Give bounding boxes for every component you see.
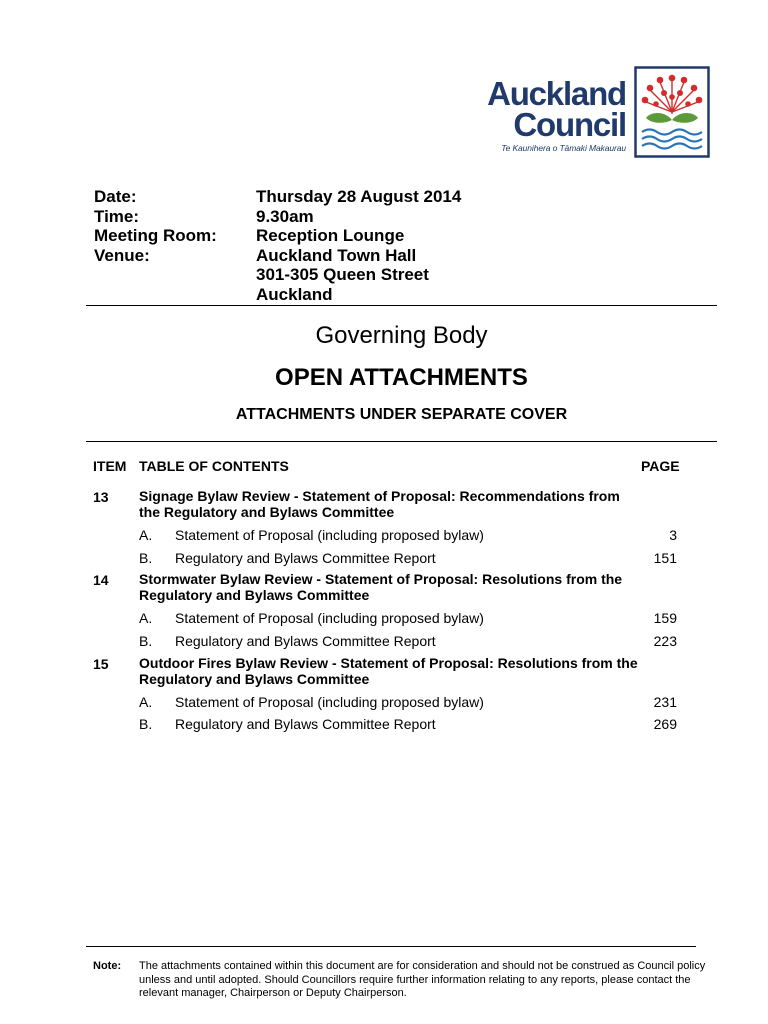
toc-sub-page: 159 bbox=[653, 610, 677, 626]
toc-sub-letter: A. bbox=[139, 610, 153, 626]
meeting-row-date bbox=[94, 187, 461, 207]
council-logo-wordmark bbox=[466, 75, 626, 153]
logo-line-auckland: Auckland bbox=[487, 75, 626, 112]
pohutukawa-emblem-icon bbox=[634, 66, 710, 158]
logo-tagline: Te Kaunihera o Tāmaki Makaurau bbox=[501, 143, 626, 153]
toc-sub-letter: B. bbox=[139, 633, 153, 649]
toc-sub-letter: B. bbox=[139, 550, 153, 566]
meeting-value: 301-305 Queen Street bbox=[256, 265, 429, 284]
toc-sub-page: 3 bbox=[669, 527, 677, 543]
meeting-label: Venue: bbox=[94, 245, 150, 265]
toc-item-number: 15 bbox=[93, 656, 109, 672]
toc-sub-title[interactable]: Regulatory and Bylaws Committee Report bbox=[175, 550, 436, 566]
meeting-row-time bbox=[94, 207, 461, 227]
meeting-label: Meeting Room: bbox=[94, 226, 217, 245]
toc-sub-page: 151 bbox=[653, 550, 677, 566]
toc-item-number: 13 bbox=[93, 489, 109, 505]
toc-sub-letter: B. bbox=[139, 716, 153, 732]
toc-sub-title[interactable]: Statement of Proposal (including proposed bylaw) bbox=[175, 527, 484, 543]
document-title: Governing Body bbox=[315, 322, 488, 349]
toc-sub-page: 231 bbox=[653, 694, 677, 710]
toc-sub-page: 269 bbox=[653, 716, 677, 732]
divider bbox=[86, 305, 717, 306]
toc-sub-title[interactable]: Statement of Proposal (including proposed bylaw) bbox=[175, 610, 484, 626]
toc-sub-title[interactable]: Regulatory and Bylaws Committee Report bbox=[175, 716, 436, 732]
toc-item-title[interactable]: Stormwater Bylaw Review - Statement of Proposal: Resolutions from the Regulatory and Bylaws Committee bbox=[139, 571, 623, 603]
toc-sub-letter: A. bbox=[139, 527, 153, 543]
meeting-value: Reception Lounge bbox=[256, 226, 405, 245]
divider bbox=[86, 441, 717, 442]
toc-sub-title[interactable]: Statement of Proposal (including proposed bylaw) bbox=[175, 694, 484, 710]
meeting-details bbox=[94, 187, 461, 304]
toc-sub-title[interactable]: Regulatory and Bylaws Committee Report bbox=[175, 633, 436, 649]
meeting-row-address bbox=[94, 265, 461, 285]
meeting-row-city bbox=[94, 285, 461, 305]
meeting-label: Date: bbox=[94, 187, 137, 206]
toc-sub-page: 223 bbox=[653, 633, 677, 649]
toc-item-number: 14 bbox=[93, 572, 109, 588]
document-subtitle: OPEN ATTACHMENTS bbox=[275, 364, 528, 391]
meeting-value: Auckland bbox=[256, 284, 333, 304]
meeting-value: Thursday 28 August 2014 bbox=[256, 187, 462, 206]
logo-line-council: Council bbox=[513, 106, 626, 143]
note-text: The attachments contained within this document are for consideration and should not be construed as Council policy unless and until adopted. Should Councillors require further information relating to any reports, please contact the relevant manager, Chairperson or Deputy Chairperson. bbox=[139, 960, 706, 999]
meeting-label bbox=[94, 285, 256, 305]
toc-header-contents: TABLE OF CONTENTS bbox=[139, 458, 289, 474]
toc-header-item: ITEM bbox=[93, 458, 127, 474]
toc-item-title[interactable]: Signage Bylaw Review - Statement of Proposal: Recommendations from the Regulatory and Bylaws Committee bbox=[139, 488, 620, 520]
toc-header-page: PAGE bbox=[641, 458, 680, 474]
meeting-label bbox=[94, 265, 256, 285]
meeting-row-room bbox=[94, 226, 461, 246]
meeting-value: Auckland Town Hall bbox=[256, 245, 417, 265]
footer-divider bbox=[86, 946, 696, 947]
document-section-heading: ATTACHMENTS UNDER SEPARATE COVER bbox=[235, 406, 568, 423]
meeting-row-venue bbox=[94, 246, 461, 266]
meeting-label: Time: bbox=[94, 206, 140, 226]
toc-item-title[interactable]: Outdoor Fires Bylaw Review - Statement of Proposal: Resolutions from the Regulatory and Bylaws Committee bbox=[139, 655, 638, 687]
toc-sub-letter: A. bbox=[139, 694, 153, 710]
meeting-value: 9.30am bbox=[256, 206, 314, 226]
note-label: Note: bbox=[93, 960, 122, 972]
